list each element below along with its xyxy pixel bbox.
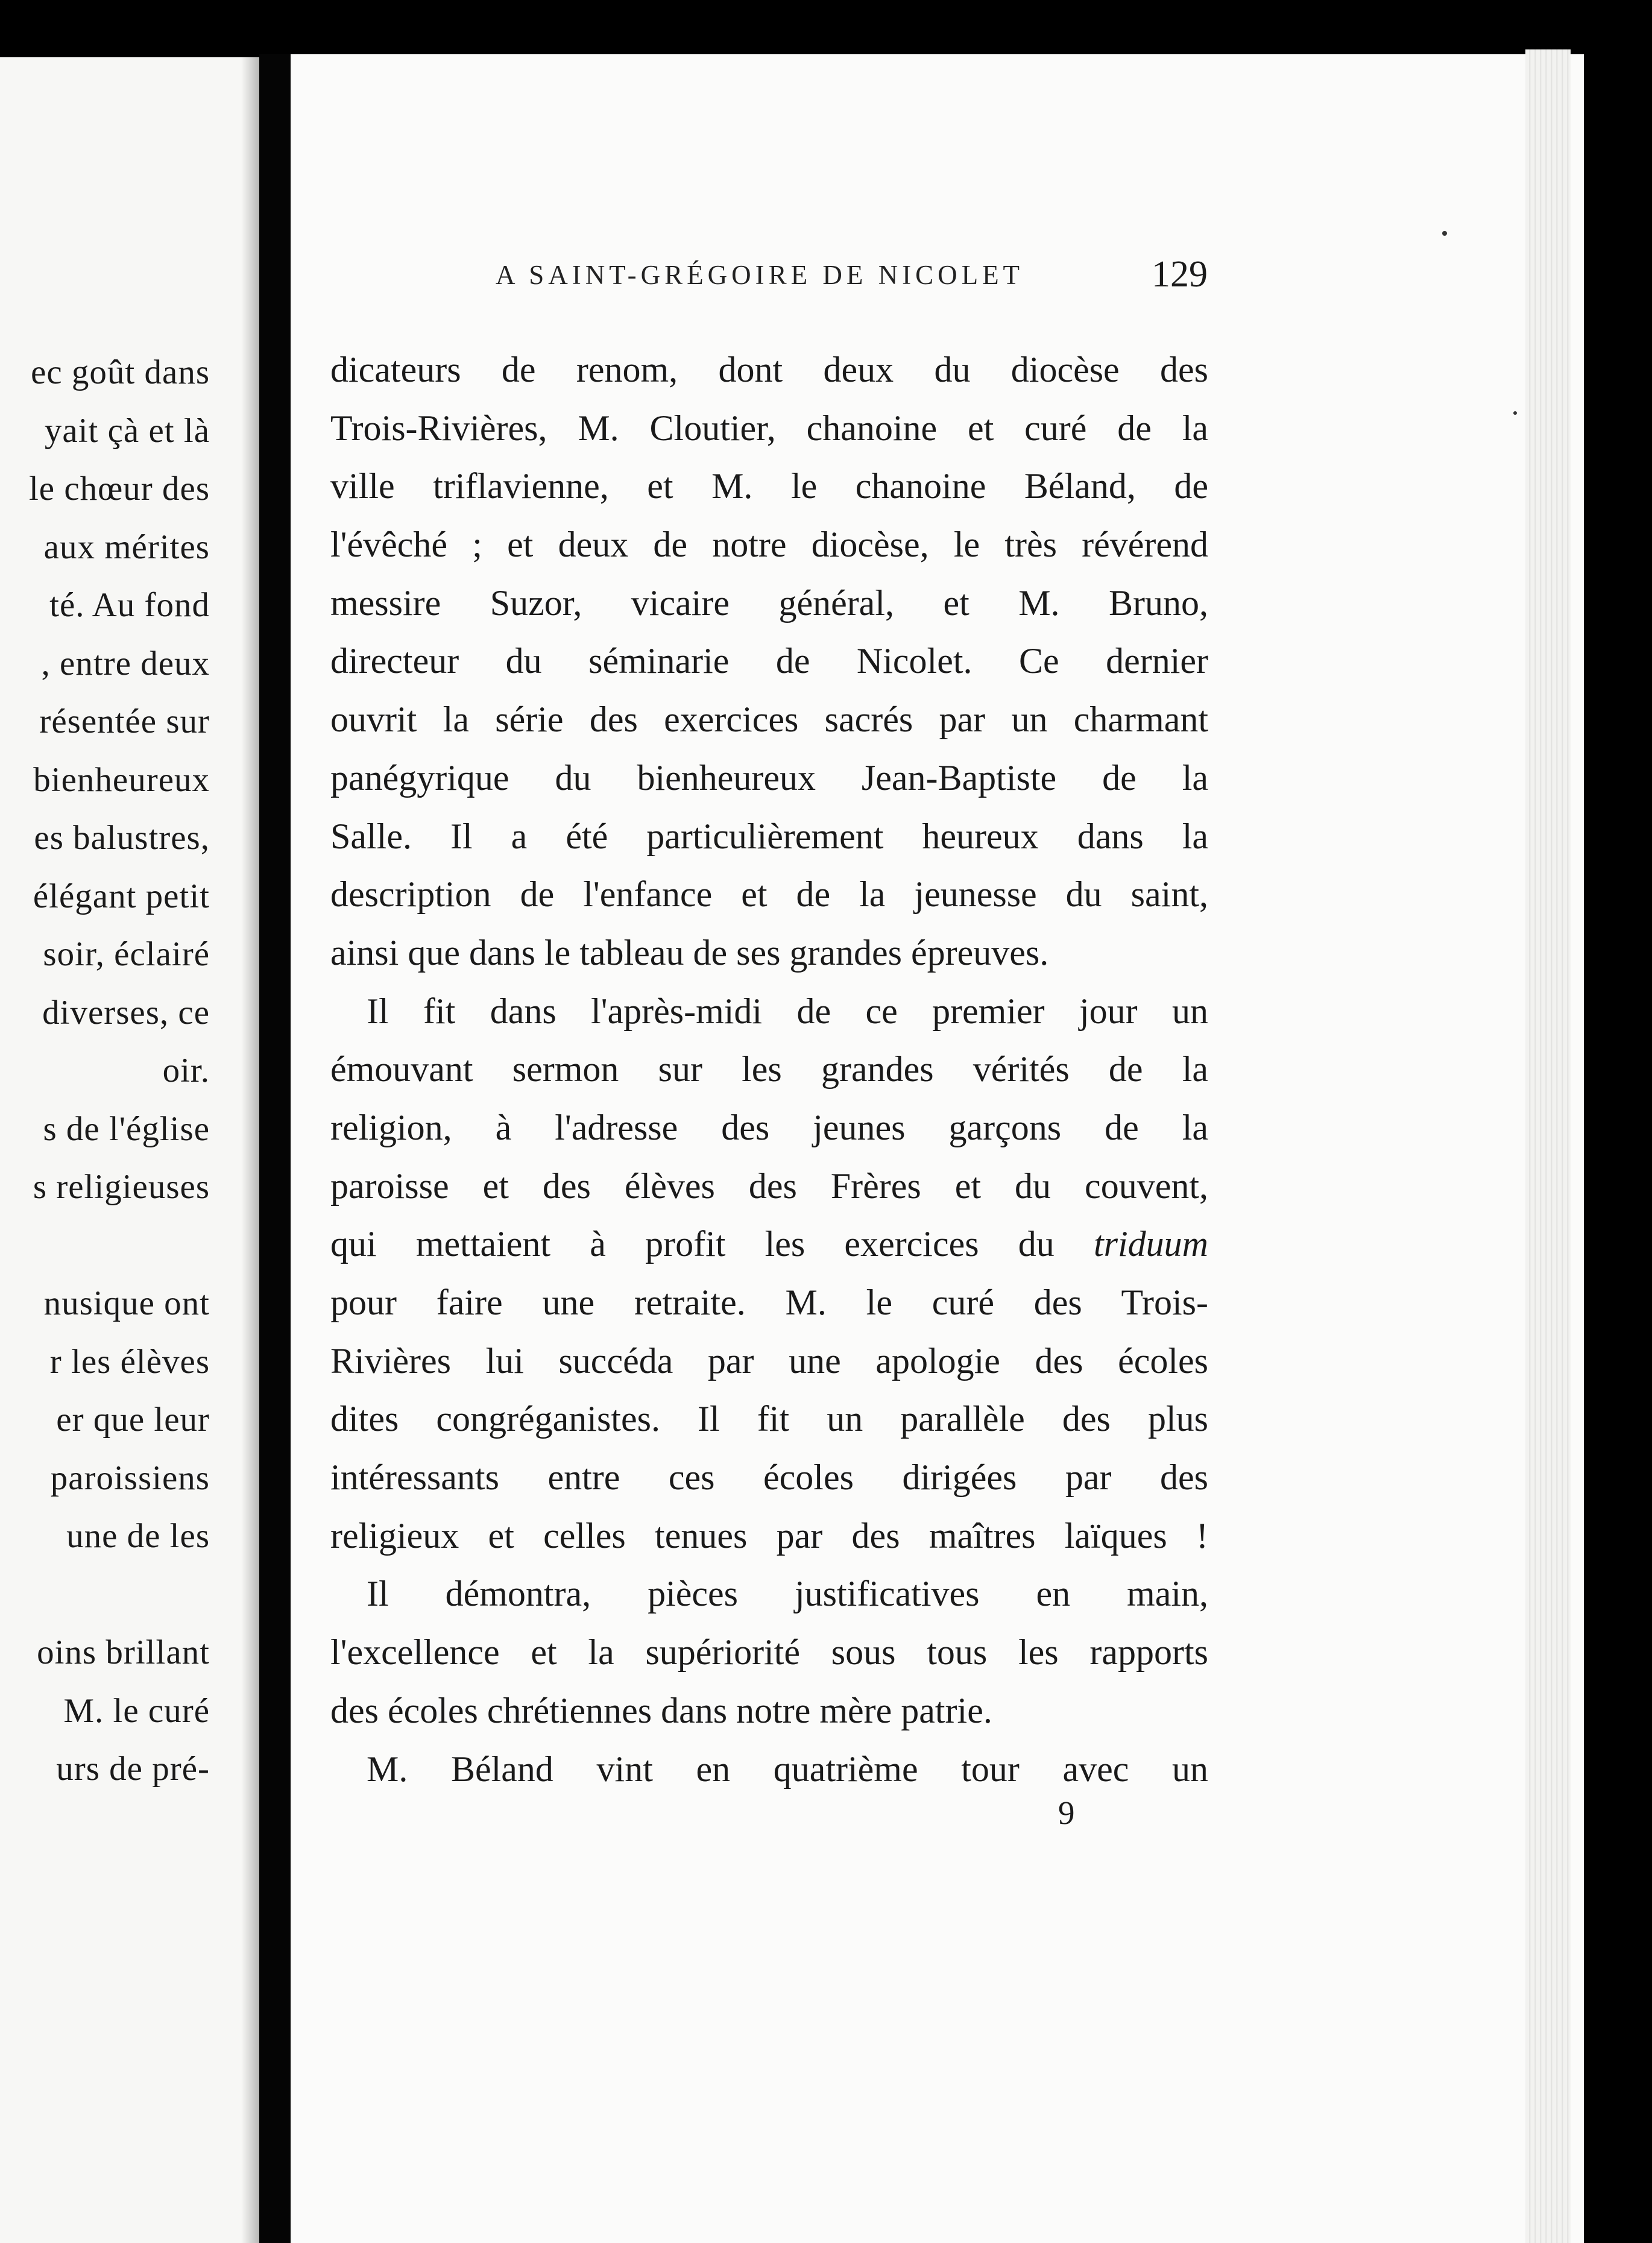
text-line: description de l'enfance et de la jeunesse du saint, xyxy=(330,874,1208,915)
text-line: ainsi que dans le tableau de ses grandes épreuves. xyxy=(330,932,1049,973)
left-line: diverses, ce xyxy=(42,993,210,1032)
left-line: soir, éclairé xyxy=(43,935,210,973)
left-line: urs de pré- xyxy=(56,1750,210,1788)
left-line: oir. xyxy=(162,1052,210,1090)
left-line: résentée sur xyxy=(39,702,210,740)
text-line-with-italic xyxy=(330,1215,1208,1273)
text-line: émouvant sermon sur les grandes vérités de la xyxy=(330,1049,1208,1090)
page-edges xyxy=(1525,49,1571,2243)
text-line: Il démontra, pièces justificatives en main, xyxy=(367,1574,1208,1614)
text-line: Salle. Il a été particulièrement heureux dans la xyxy=(330,816,1208,856)
text-line: M. Béland vint en quatrième tour avec un xyxy=(367,1749,1208,1789)
text-line: messire Suzor, vicaire général, et M. Bruno, xyxy=(330,582,1208,623)
left-line: es balustres, xyxy=(34,819,210,857)
text-line: l'excellence et la supériorité sous tous les rapports xyxy=(330,1632,1208,1673)
text-line: religieux et celles tenues par des maîtres laïques ! xyxy=(330,1515,1208,1556)
left-line: s de l'église xyxy=(43,1109,210,1148)
signature-mark: 9 xyxy=(1058,1794,1075,1831)
text-line: Trois-Rivières, M. Cloutier, chanoine et curé de la xyxy=(330,408,1208,448)
book-spine xyxy=(259,54,291,2243)
left-line: yait çà et là xyxy=(44,411,210,450)
text-line: des écoles chrétiennes dans notre mère patrie. xyxy=(330,1690,992,1730)
dust-speck xyxy=(1513,411,1517,415)
left-line: er que leur xyxy=(56,1401,210,1439)
text-line: ville triflavienne, et M. le chanoine Béland, de xyxy=(330,466,1208,506)
text-line: directeur du séminarie de Nicolet. Ce dernier xyxy=(330,641,1208,681)
left-line: le chœur des xyxy=(28,470,210,508)
gutter-shadow xyxy=(241,57,259,2243)
left-line: nusique ont xyxy=(43,1284,210,1322)
left-line: M. le curé xyxy=(63,1691,210,1730)
left-line: té. Au fond xyxy=(49,586,210,624)
left-facing-page xyxy=(0,57,259,2243)
left-line: une de les xyxy=(66,1517,210,1555)
left-line: élégant petit xyxy=(33,877,210,915)
left-line: oins brillant xyxy=(37,1633,210,1671)
text-line: paroisse et des élèves des Frères et du couvent, xyxy=(330,1166,1208,1206)
running-title: A SAINT-GRÉGOIRE DE NICOLET xyxy=(496,260,1024,290)
text-line: dites congréganistes. Il fit un parallèle des plus xyxy=(330,1399,1208,1439)
left-line xyxy=(0,1217,210,1275)
left-line: bienheureux xyxy=(33,760,210,799)
page-number: 129 xyxy=(1152,254,1208,295)
left-line: , entre deux xyxy=(41,644,210,683)
text-line: l'évêché ; et deux de notre diocèse, le très révérend xyxy=(330,525,1208,565)
text-line: Il fit dans l'après-midi de ce premier jour un xyxy=(367,991,1208,1031)
text-line: pour faire une retraite. M. le curé des Trois- xyxy=(330,1282,1208,1322)
text-line: panégyrique du bienheureux Jean-Baptiste de la xyxy=(330,757,1208,798)
text-line: dicateurs de renom, dont deux du diocèse des xyxy=(330,350,1208,390)
italic-word: triduum xyxy=(1093,1224,1208,1264)
left-line xyxy=(0,1566,210,1624)
left-line: r les élèves xyxy=(49,1342,210,1381)
left-line: aux mérites xyxy=(43,528,210,566)
left-page-text xyxy=(0,344,210,1799)
body-text xyxy=(330,341,1208,1798)
dust-speck xyxy=(1442,231,1447,236)
left-line: s religieuses xyxy=(33,1168,210,1206)
text-line: ouvrit la série des exercices sacrés par un charmant xyxy=(330,699,1208,740)
text-segment: qui mettaient à profit les exercices du xyxy=(330,1224,1094,1264)
text-line: religion, à l'adresse des jeunes garçons de la xyxy=(330,1107,1208,1147)
text-line: Rivières lui succéda par une apologie des écoles xyxy=(330,1340,1208,1381)
left-line: paroissiens xyxy=(50,1459,210,1497)
left-line: ec goût dans xyxy=(31,353,210,391)
text-line: intéressants entre ces écoles dirigées par des xyxy=(330,1457,1208,1498)
